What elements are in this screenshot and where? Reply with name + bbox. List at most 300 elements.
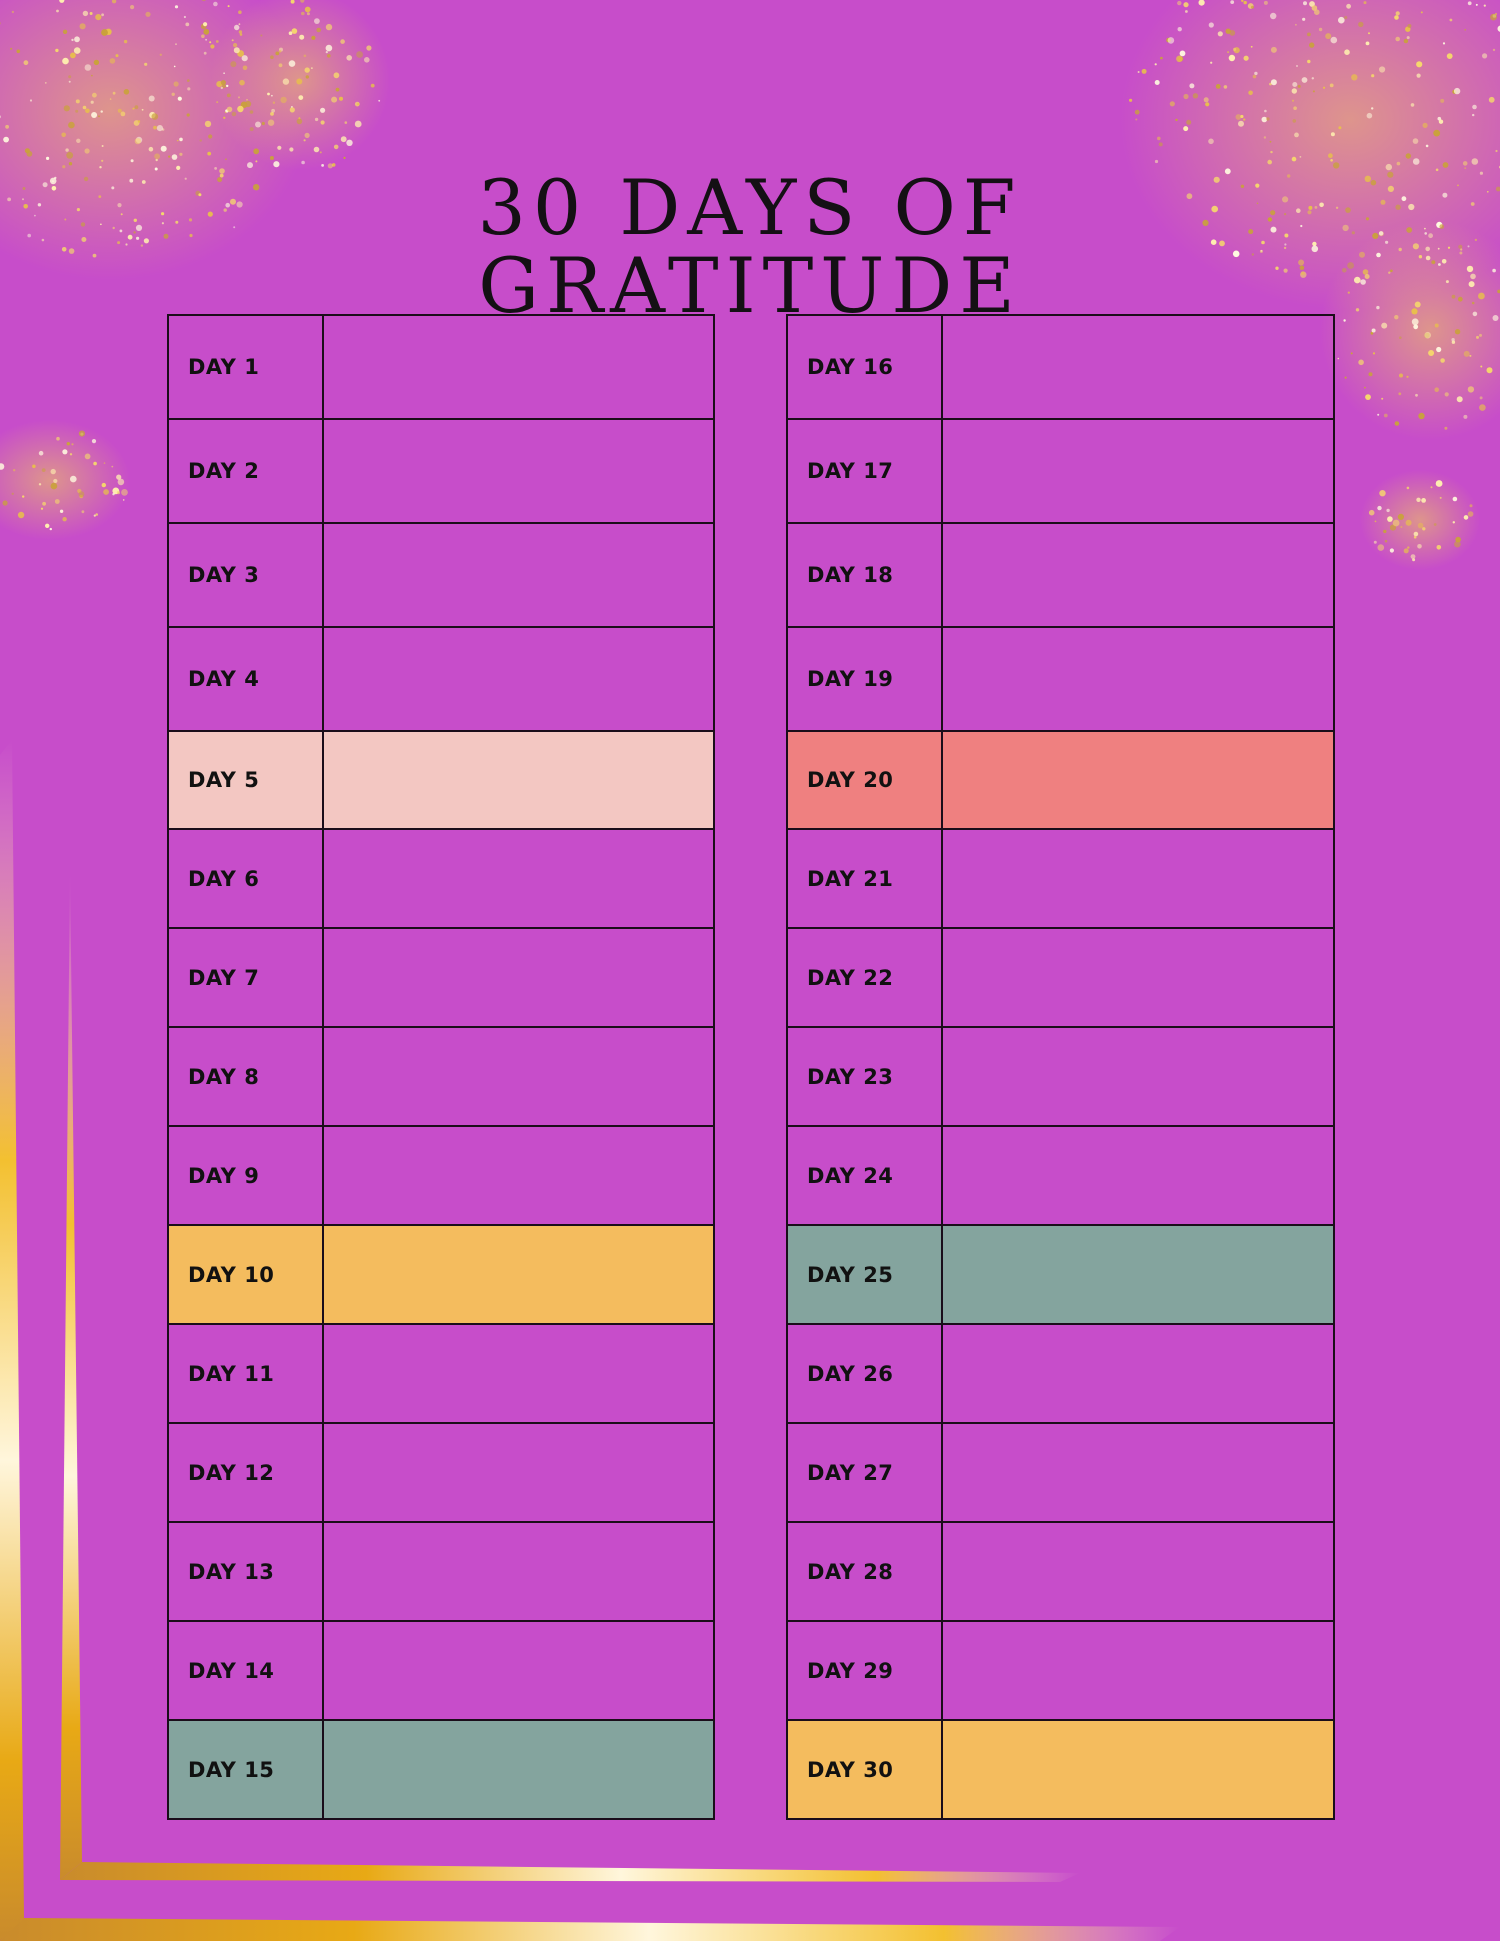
glitter-dot [1463, 161, 1468, 166]
day-label: DAY 2 [168, 419, 323, 523]
table-row [168, 731, 714, 829]
glitter-dot [222, 84, 226, 88]
glitter-dot [102, 483, 106, 487]
glitter-dot [101, 13, 104, 16]
day-label: DAY 20 [787, 731, 942, 829]
table-row [787, 1225, 1334, 1324]
glitter-dot [1433, 130, 1440, 137]
gratitude-entry-cell[interactable] [942, 731, 1334, 829]
day-label: DAY 22 [787, 928, 942, 1027]
glitter-dot [0, 463, 4, 470]
glitter-dot [1189, 83, 1194, 88]
glitter-dot [1303, 1, 1307, 5]
glitter-dot [91, 112, 97, 118]
gratitude-entry-cell[interactable] [323, 1027, 714, 1126]
glitter-dot [1178, 27, 1182, 31]
glitter-dot [234, 47, 240, 53]
gratitude-entry-cell[interactable] [942, 315, 1334, 419]
glitter-dot [104, 462, 106, 464]
glitter-dot [1411, 554, 1416, 559]
glitter-dot [144, 63, 147, 66]
gratitude-entry-cell[interactable] [942, 1522, 1334, 1621]
glitter-dot [1468, 511, 1474, 517]
gratitude-entry-cell[interactable] [323, 315, 714, 419]
glitter-dot [1271, 79, 1277, 85]
glitter-dot [305, 133, 310, 138]
glitter-dot [275, 52, 279, 56]
glitter-dot [250, 110, 254, 114]
glitter-dot [326, 45, 333, 52]
table-row [168, 1324, 714, 1423]
glitter-dot [1398, 392, 1401, 395]
glitter-dot [1395, 37, 1400, 42]
glitter-dot [1463, 415, 1467, 419]
gratitude-entry-cell[interactable] [942, 419, 1334, 523]
day-label: DAY 23 [787, 1027, 942, 1126]
gratitude-entry-cell[interactable] [942, 1423, 1334, 1522]
glitter-dot [138, 120, 140, 122]
table-row [787, 1126, 1334, 1225]
glitter-dot [1369, 372, 1373, 376]
glitter-dot [1351, 74, 1357, 80]
glitter-dot [1451, 338, 1454, 341]
gratitude-table-days-16-30 [786, 314, 1335, 1820]
glitter-dot [62, 517, 66, 521]
glitter-dot [85, 64, 92, 71]
glitter-dot [157, 125, 163, 131]
glitter-dot [289, 147, 293, 151]
gratitude-entry-cell[interactable] [323, 1621, 714, 1720]
glitter-dot [92, 439, 96, 443]
glitter-dot [216, 40, 219, 43]
glitter-dot [321, 120, 325, 124]
table-row [787, 419, 1334, 523]
glitter-dot [184, 16, 186, 18]
glitter-dot [62, 165, 65, 168]
glitter-dot [1193, 93, 1198, 98]
gratitude-table-days-1-15 [167, 314, 715, 1820]
glitter-dot [95, 14, 101, 20]
glitter-dot [1183, 94, 1188, 99]
gratitude-entry-cell[interactable] [942, 1720, 1334, 1819]
table-row [168, 419, 714, 523]
glitter-dot [25, 148, 30, 153]
glitter-dot [1386, 509, 1389, 512]
glitter-dot [316, 28, 321, 33]
glitter-dot [82, 510, 85, 513]
glitter-dot [1135, 110, 1140, 115]
glitter-dot [62, 58, 69, 65]
glitter-dot [1436, 480, 1443, 487]
glitter-dot [357, 103, 359, 105]
gratitude-entry-cell[interactable] [323, 928, 714, 1027]
glitter-dot [1233, 48, 1236, 51]
glitter-dot [226, 85, 228, 87]
glitter-dot [239, 80, 245, 86]
glitter-dot [314, 18, 320, 24]
glitter-dot [45, 82, 47, 84]
glitter-dot [1270, 13, 1276, 19]
glitter-dot [1269, 83, 1272, 86]
gratitude-entry-cell[interactable] [942, 1324, 1334, 1423]
glitter-dot [185, 23, 189, 27]
glitter-dot [1476, 4, 1478, 6]
glitter-dot [105, 29, 111, 35]
glitter-dot [1418, 413, 1424, 419]
gratitude-entry-cell[interactable] [323, 731, 714, 829]
glitter-dot [1138, 71, 1140, 73]
glitter-dot [1296, 65, 1298, 67]
glitter-dot [1251, 46, 1253, 48]
glitter-dot [306, 75, 309, 78]
glitter-dot [216, 81, 222, 87]
glitter-dot [1298, 85, 1301, 88]
gratitude-entry-cell[interactable] [942, 829, 1334, 928]
glitter-dot [201, 34, 205, 38]
glitter-dot [1447, 53, 1453, 59]
glitter-dot [1416, 498, 1420, 502]
glitter-dot [1381, 398, 1383, 400]
gratitude-entry-cell[interactable] [323, 1522, 714, 1621]
glitter-dot [1264, 1, 1268, 5]
glitter-dot [283, 78, 289, 84]
glitter-dot [339, 97, 343, 101]
glitter-dot [1377, 414, 1379, 416]
glitter-dot [208, 134, 212, 138]
glitter-dot [1371, 332, 1374, 335]
glitter-dot [1264, 136, 1266, 138]
glitter-dot [1479, 334, 1482, 337]
glitter-dot [12, 11, 14, 13]
glitter-dot [1248, 91, 1253, 96]
glitter-dot [1434, 387, 1439, 392]
glitter-dot [59, 0, 64, 3]
gratitude-entry-cell[interactable] [942, 1621, 1334, 1720]
glitter-dot [1457, 396, 1463, 402]
gratitude-entry-cell[interactable] [942, 523, 1334, 627]
glitter-dot [1312, 77, 1314, 79]
glitter-dot [5, 125, 9, 129]
glitter-dot [201, 24, 207, 30]
day-label: DAY 25 [787, 1225, 942, 1324]
gratitude-entry-cell[interactable] [942, 1126, 1334, 1225]
glitter-dot [64, 105, 70, 111]
glitter-dot [65, 148, 68, 151]
glitter-dot [149, 147, 154, 152]
glitter-dot [98, 115, 100, 117]
glitter-dot [1129, 99, 1132, 102]
glitter-dot [1244, 1, 1247, 4]
glitter-dot [1166, 38, 1171, 43]
glitter-dot [1423, 123, 1428, 128]
glitter-dot [41, 508, 43, 510]
glitter-dot [1453, 497, 1458, 502]
title-line-2: GRATITUDE [478, 240, 1022, 330]
glitter-dot [1424, 332, 1431, 339]
gratitude-entry-cell[interactable] [942, 1027, 1334, 1126]
day-label: DAY 11 [168, 1324, 323, 1423]
gratitude-entry-cell[interactable] [323, 1225, 714, 1324]
glitter-dot [1415, 394, 1418, 397]
gratitude-entry-cell[interactable] [323, 1423, 714, 1522]
glitter-dot [205, 121, 211, 127]
gratitude-entry-cell[interactable] [323, 523, 714, 627]
glitter-dot [1345, 377, 1347, 379]
glitter-dot [135, 105, 139, 109]
glitter-dot [1270, 141, 1272, 143]
glitter-dot [216, 101, 218, 103]
day-label: DAY 26 [787, 1324, 942, 1423]
glitter-dot [225, 109, 228, 112]
table-row [787, 731, 1334, 829]
glitter-dot [279, 63, 283, 67]
glitter-dot [1295, 24, 1297, 26]
glitter-dot [3, 137, 9, 143]
glitter-dot [346, 140, 352, 146]
gratitude-entry-cell[interactable] [323, 627, 714, 731]
glitter-dot [1472, 105, 1477, 110]
glitter-dot [341, 136, 347, 142]
glitter-dot [172, 93, 175, 96]
glitter-dot [1390, 548, 1394, 552]
glitter-dot [1476, 336, 1479, 339]
glitter-dot [1421, 11, 1423, 13]
glitter-dot [112, 493, 114, 495]
glitter-dot [1170, 101, 1175, 106]
glitter-dot [1400, 526, 1402, 528]
glitter-dot [246, 99, 248, 101]
glitter-dot [17, 50, 21, 54]
glitter-dot [1142, 69, 1147, 74]
glitter-dot [1390, 525, 1396, 531]
glitter-dot [1385, 540, 1388, 543]
glitter-dot [1412, 558, 1415, 561]
glitter-dot [1407, 36, 1410, 39]
gratitude-entry-cell[interactable] [323, 1720, 714, 1819]
gratitude-entry-cell[interactable] [323, 1126, 714, 1225]
glitter-dot [55, 49, 58, 52]
glitter-dot [1371, 74, 1374, 77]
glitter-dot [116, 54, 119, 57]
glitter-dot [1472, 114, 1474, 116]
glitter-dot [298, 117, 300, 119]
glitter-dot [273, 161, 279, 167]
glitter-dot [345, 121, 348, 124]
glitter-dot [1314, 9, 1320, 15]
glitter-dot [1267, 160, 1272, 165]
glitter-dot [232, 112, 237, 117]
glitter-dot [22, 495, 24, 497]
glitter-dot [1309, 42, 1314, 47]
glitter-dot [135, 138, 141, 144]
table-row [168, 1621, 714, 1720]
glitter-dot [71, 39, 73, 41]
glitter-dot [95, 513, 98, 516]
page-title [0, 162, 1500, 330]
glitter-dot [42, 468, 46, 472]
gratitude-entry-cell[interactable] [942, 627, 1334, 731]
gratitude-entry-cell[interactable] [323, 1324, 714, 1423]
glitter-dot [1266, 117, 1269, 120]
glitter-dot [279, 48, 283, 52]
day-label: DAY 18 [787, 523, 942, 627]
day-label: DAY 19 [787, 627, 942, 731]
glitter-dot [311, 67, 313, 69]
glitter-dot [1417, 544, 1422, 549]
gratitude-entry-cell[interactable] [942, 928, 1334, 1027]
glitter-dot [270, 156, 274, 160]
glitter-dot [1271, 47, 1277, 53]
glitter-dot [1177, 1, 1181, 5]
glitter-dot [1454, 88, 1460, 94]
glitter-dot [1328, 153, 1333, 158]
glitter-dot [145, 12, 150, 17]
glitter-dot [77, 489, 81, 493]
glitter-dot [118, 479, 125, 486]
glitter-dot [271, 109, 275, 113]
glitter-dot [116, 475, 121, 480]
day-label: DAY 17 [787, 419, 942, 523]
glitter-dot [1168, 37, 1175, 44]
glitter-dot [1495, 150, 1497, 152]
glitter-dot [103, 489, 109, 495]
glitter-dot [1205, 102, 1209, 106]
glitter-dot [1472, 158, 1479, 165]
glitter-dot [69, 81, 71, 83]
glitter-dot [1482, 53, 1487, 58]
glitter-dot [60, 510, 63, 513]
glitter-dot [1450, 19, 1453, 22]
glitter-dot [1302, 77, 1308, 83]
glitter-dot [1398, 514, 1404, 520]
glitter-dot [111, 466, 113, 468]
glitter-dot [153, 126, 157, 130]
glitter-dot [46, 157, 49, 160]
glitter-dot [1319, 28, 1322, 31]
glitter-dot [1183, 126, 1188, 131]
glitter-dot [1440, 99, 1444, 103]
glitter-dot [1240, 115, 1243, 118]
glitter-dot [1243, 118, 1245, 120]
glitter-dot [1292, 100, 1294, 102]
glitter-dot [1399, 336, 1402, 339]
title-line-1: 30 DAYS OF [477, 162, 1023, 252]
glitter-dot [277, 146, 281, 150]
glitter-dot [32, 465, 36, 469]
glitter-dot [239, 23, 241, 25]
day-label: DAY 6 [168, 829, 323, 928]
glitter-dot [364, 57, 370, 63]
glitter-dot [67, 443, 69, 445]
glitter-dot [1209, 22, 1214, 27]
glitter-dot [1464, 515, 1469, 520]
glitter-dot [123, 499, 125, 501]
day-label: DAY 4 [168, 627, 323, 731]
glitter-dot [247, 162, 253, 168]
glitter-dot [74, 36, 80, 42]
gratitude-entry-cell[interactable] [323, 829, 714, 928]
glitter-dot [1331, 132, 1335, 136]
glitter-dot [1323, 87, 1325, 89]
glitter-dot [1428, 350, 1434, 356]
glitter-dot [1216, 84, 1221, 89]
glitter-dot [13, 469, 15, 471]
glitter-dot [178, 97, 182, 101]
glitter-dot [168, 156, 170, 158]
glitter-dot [133, 108, 135, 110]
glitter-dot [1338, 126, 1341, 129]
day-label: DAY 21 [787, 829, 942, 928]
glitter-dot [76, 139, 80, 143]
glitter-dot [1378, 544, 1385, 551]
glitter-dot [241, 102, 248, 109]
glitter-dot [243, 66, 248, 71]
glitter-dot [175, 43, 177, 45]
glitter-dot [253, 148, 259, 154]
glitter-dot [1418, 523, 1424, 529]
glitter-dot [1454, 541, 1461, 548]
glitter-dot [1372, 329, 1376, 333]
gratitude-entry-cell[interactable] [323, 419, 714, 523]
glitter-dot [39, 451, 44, 456]
glitter-dot [1436, 347, 1441, 352]
glitter-dot [1405, 27, 1410, 32]
glitter-dot [51, 469, 56, 474]
glitter-dot [1229, 55, 1235, 61]
glitter-dot [175, 5, 178, 8]
glitter-dot [1183, 2, 1188, 7]
glitter-dot [50, 528, 52, 530]
glitter-dot [299, 35, 304, 40]
day-label: DAY 12 [168, 1423, 323, 1522]
glitter-dot [156, 159, 158, 161]
glitter-dot [1351, 352, 1353, 354]
glitter-dot [311, 36, 315, 40]
glitter-dot [1493, 14, 1497, 18]
glitter-dot [53, 479, 57, 483]
glitter-dot [1292, 88, 1297, 93]
glitter-dot [1307, 33, 1311, 37]
table-row [168, 1720, 714, 1819]
glitter-dot [1226, 29, 1231, 34]
gratitude-entry-cell[interactable] [942, 1225, 1334, 1324]
glitter-dot [118, 109, 122, 113]
glitter-dot [70, 476, 77, 483]
glitter-dot [1309, 1, 1315, 7]
glitter-dot [1204, 97, 1209, 102]
glitter-dot [68, 75, 71, 78]
glitter-dot [79, 495, 83, 499]
glitter-dot [10, 48, 12, 50]
glitter-dot [210, 44, 214, 48]
glitter-dot [262, 122, 265, 125]
glitter-dot [55, 499, 60, 504]
glitter-dot [94, 60, 99, 65]
glitter-dot [205, 39, 207, 41]
glitter-dot [203, 29, 209, 35]
glitter-dot [1438, 117, 1442, 121]
glitter-dot [136, 137, 142, 143]
glitter-dot [172, 154, 178, 160]
glitter-dot [51, 483, 58, 490]
glitter-dot [149, 96, 155, 102]
glitter-dot [1426, 145, 1429, 148]
glitter-dot [315, 118, 318, 121]
glitter-dot [1208, 139, 1214, 145]
glitter-dot [70, 53, 76, 59]
glitter-dot [161, 146, 167, 152]
glitter-dot [61, 133, 66, 138]
